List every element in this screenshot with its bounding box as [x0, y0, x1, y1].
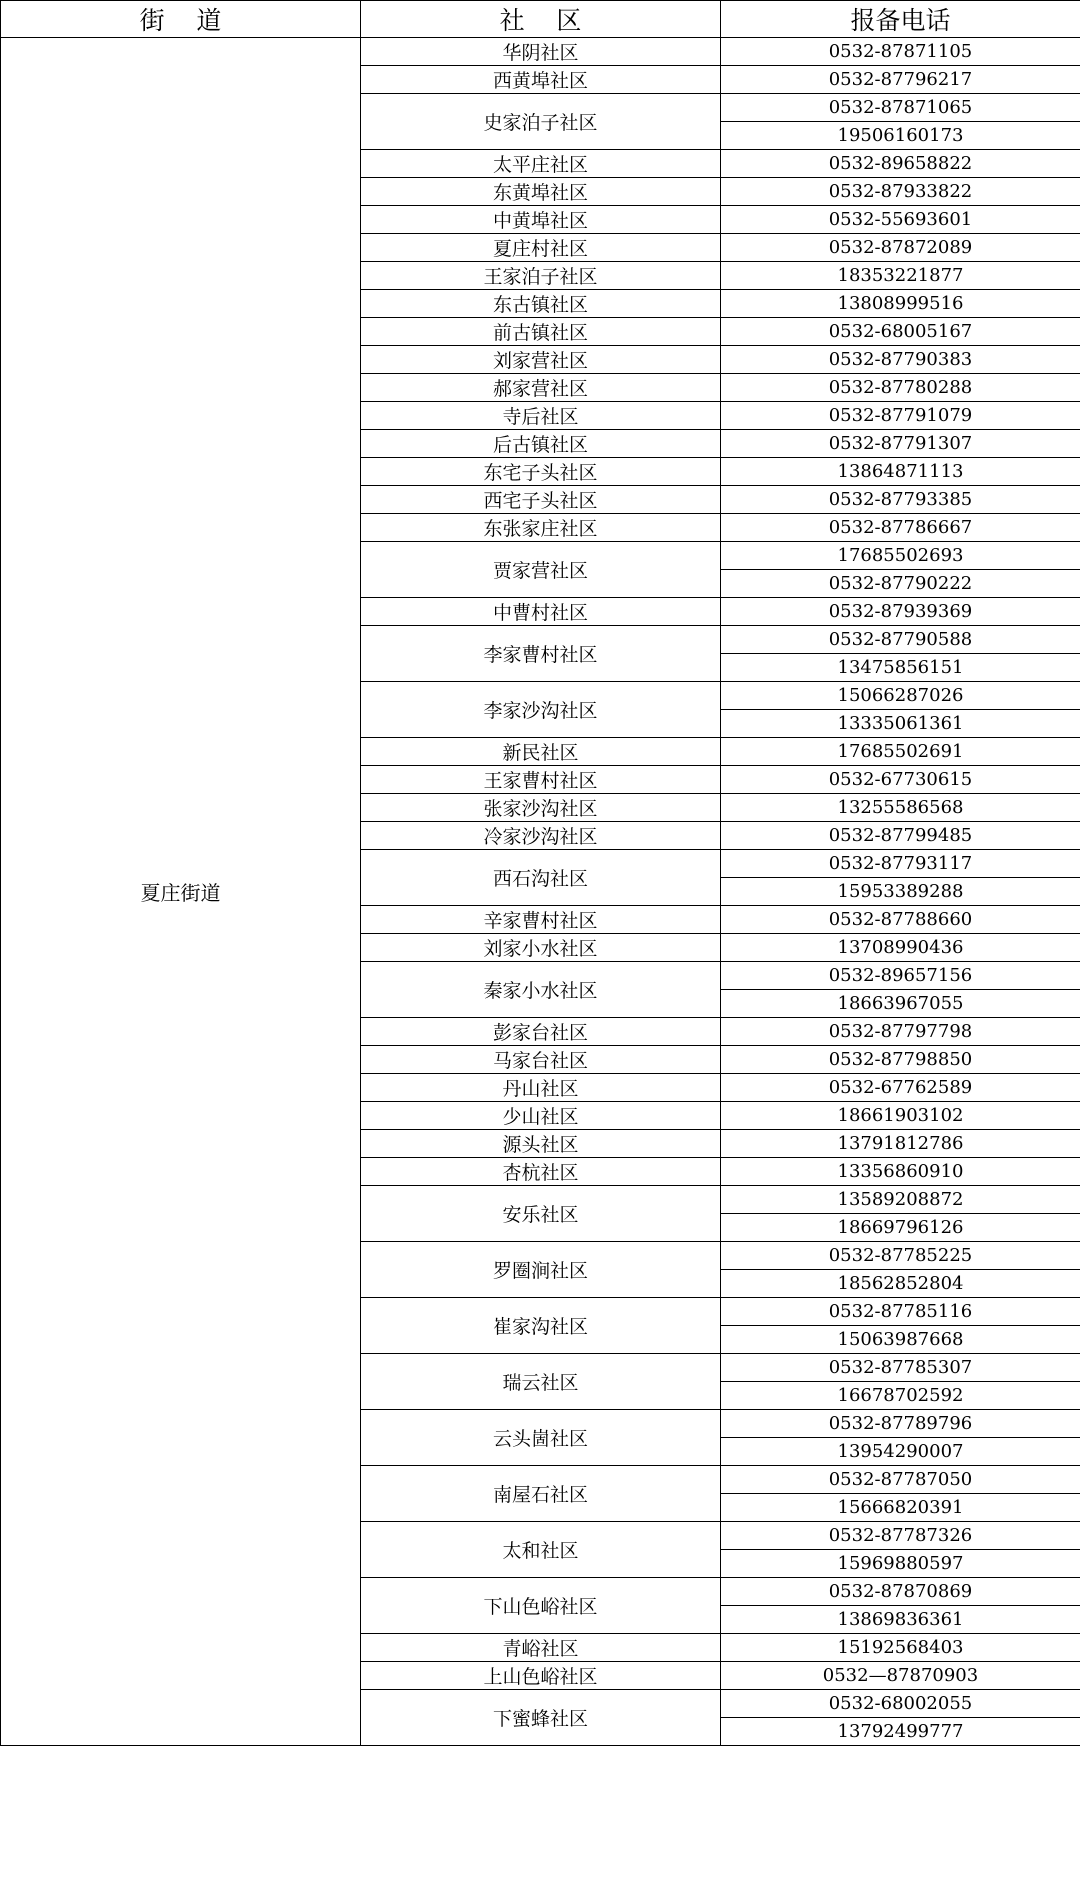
phone-cell: 13335061361: [721, 710, 1080, 738]
phone-cell: 19506160173: [721, 122, 1080, 150]
street-name-cell: 夏庄街道: [1, 38, 361, 1746]
community-name-cell: 李家曹村社区: [361, 626, 721, 682]
phone-cell: 0532-87796217: [721, 66, 1080, 94]
community-name-cell: 马家台社区: [361, 1046, 721, 1074]
phone-cell: 0532-87933822: [721, 178, 1080, 206]
phone-cell: 0532-87787050: [721, 1466, 1080, 1494]
community-name-cell: 中黄埠社区: [361, 206, 721, 234]
community-name-cell: 冷家沙沟社区: [361, 822, 721, 850]
phone-cell: 13864871113: [721, 458, 1080, 486]
phone-cell: 13808999516: [721, 290, 1080, 318]
phone-cell: 15192568403: [721, 1634, 1080, 1662]
phone-cell: 0532-87785116: [721, 1298, 1080, 1326]
phone-cell: 13792499777: [721, 1718, 1080, 1746]
community-name-cell: 东古镇社区: [361, 290, 721, 318]
phone-cell: 0532-87790588: [721, 626, 1080, 654]
phone-cell: 17685502691: [721, 738, 1080, 766]
community-name-cell: 后古镇社区: [361, 430, 721, 458]
table-body: [1, 38, 1080, 1746]
community-name-cell: 刘家小水社区: [361, 934, 721, 962]
phone-cell: 0532-87872089: [721, 234, 1080, 262]
community-name-cell: 刘家营社区: [361, 346, 721, 374]
phone-cell: 13954290007: [721, 1438, 1080, 1466]
community-name-cell: 贾家营社区: [361, 542, 721, 598]
community-name-cell: 郝家营社区: [361, 374, 721, 402]
phone-cell: 0532-55693601: [721, 206, 1080, 234]
community-name-cell: 中曹村社区: [361, 598, 721, 626]
community-name-cell: 上山色峪社区: [361, 1662, 721, 1690]
community-name-cell: 太平庄社区: [361, 150, 721, 178]
community-name-cell: 华阴社区: [361, 38, 721, 66]
phone-cell: 0532-67730615: [721, 766, 1080, 794]
community-name-cell: 下蜜蜂社区: [361, 1690, 721, 1746]
community-name-cell: 东宅子头社区: [361, 458, 721, 486]
phone-cell: 0532-87871065: [721, 94, 1080, 122]
phone-cell: 0532-87786667: [721, 514, 1080, 542]
phone-cell: 0532-87780288: [721, 374, 1080, 402]
community-name-cell: 安乐社区: [361, 1186, 721, 1242]
community-name-cell: 西宅子头社区: [361, 486, 721, 514]
community-name-cell: 云头崮社区: [361, 1410, 721, 1466]
phone-cell: 0532-87788660: [721, 906, 1080, 934]
phone-cell: 18663967055: [721, 990, 1080, 1018]
phone-cell: 18669796126: [721, 1214, 1080, 1242]
community-name-cell: 下山色峪社区: [361, 1578, 721, 1634]
phone-cell: 0532-87785225: [721, 1242, 1080, 1270]
community-name-cell: 彭家台社区: [361, 1018, 721, 1046]
phone-cell: 0532-89658822: [721, 150, 1080, 178]
phone-cell: 0532-87793117: [721, 850, 1080, 878]
phone-cell: 0532-89657156: [721, 962, 1080, 990]
community-name-cell: 丹山社区: [361, 1074, 721, 1102]
community-name-cell: 崔家沟社区: [361, 1298, 721, 1354]
community-name-cell: 瑞云社区: [361, 1354, 721, 1410]
phone-cell: 13255586568: [721, 794, 1080, 822]
phone-cell: 0532—87870903: [721, 1662, 1080, 1690]
phone-cell: 13475856151: [721, 654, 1080, 682]
phone-cell: 0532-87790383: [721, 346, 1080, 374]
header-community: 社 区: [361, 1, 721, 38]
phone-cell: 13791812786: [721, 1130, 1080, 1158]
community-name-cell: 张家沙沟社区: [361, 794, 721, 822]
community-name-cell: 王家曹村社区: [361, 766, 721, 794]
phone-cell: 0532-87789796: [721, 1410, 1080, 1438]
phone-cell: 13869836361: [721, 1606, 1080, 1634]
community-name-cell: 李家沙沟社区: [361, 682, 721, 738]
phone-cell: 0532-87787326: [721, 1522, 1080, 1550]
community-name-cell: 西石沟社区: [361, 850, 721, 906]
community-name-cell: 东黄埠社区: [361, 178, 721, 206]
phone-cell: 0532-87793385: [721, 486, 1080, 514]
community-name-cell: 夏庄村社区: [361, 234, 721, 262]
phone-cell: 0532-68005167: [721, 318, 1080, 346]
community-name-cell: 西黄埠社区: [361, 66, 721, 94]
phone-cell: 0532-87799485: [721, 822, 1080, 850]
phone-cell: 0532-68002055: [721, 1690, 1080, 1718]
phone-cell: 0532-87790222: [721, 570, 1080, 598]
phone-cell: 15666820391: [721, 1494, 1080, 1522]
community-name-cell: 辛家曹村社区: [361, 906, 721, 934]
phone-cell: 13356860910: [721, 1158, 1080, 1186]
community-name-cell: 南屋石社区: [361, 1466, 721, 1522]
phone-cell: 15953389288: [721, 878, 1080, 906]
phone-cell: 0532-87871105: [721, 38, 1080, 66]
community-name-cell: 东张家庄社区: [361, 514, 721, 542]
phone-cell: 13708990436: [721, 934, 1080, 962]
phone-cell: 0532-87939369: [721, 598, 1080, 626]
header-row: [1, 1, 1080, 38]
header-street: 街 道: [1, 1, 361, 38]
phone-cell: 0532-87791307: [721, 430, 1080, 458]
phone-cell: 17685502693: [721, 542, 1080, 570]
phone-cell: 0532-87785307: [721, 1354, 1080, 1382]
phone-cell: 0532-87798850: [721, 1046, 1080, 1074]
community-name-cell: 王家泊子社区: [361, 262, 721, 290]
community-name-cell: 青峪社区: [361, 1634, 721, 1662]
phone-cell: 18353221877: [721, 262, 1080, 290]
community-name-cell: 新民社区: [361, 738, 721, 766]
community-name-cell: 秦家小水社区: [361, 962, 721, 1018]
phone-cell: 15969880597: [721, 1550, 1080, 1578]
community-name-cell: 史家泊子社区: [361, 94, 721, 150]
community-name-cell: 罗圈涧社区: [361, 1242, 721, 1298]
phone-cell: 16678702592: [721, 1382, 1080, 1410]
phone-cell: 0532-87870869: [721, 1578, 1080, 1606]
community-name-cell: 太和社区: [361, 1522, 721, 1578]
phone-cell: 18562852804: [721, 1270, 1080, 1298]
table-row: [1, 38, 1080, 66]
community-name-cell: 前古镇社区: [361, 318, 721, 346]
phone-cell: 0532-67762589: [721, 1074, 1080, 1102]
community-name-cell: 少山社区: [361, 1102, 721, 1130]
phone-cell: 0532-87791079: [721, 402, 1080, 430]
phone-cell: 0532-87797798: [721, 1018, 1080, 1046]
community-name-cell: 杏杭社区: [361, 1158, 721, 1186]
phone-cell: 13589208872: [721, 1186, 1080, 1214]
phone-cell: 18661903102: [721, 1102, 1080, 1130]
community-name-cell: 源头社区: [361, 1130, 721, 1158]
phone-cell: 15066287026: [721, 682, 1080, 710]
community-name-cell: 寺后社区: [361, 402, 721, 430]
phone-cell: 15063987668: [721, 1326, 1080, 1354]
header-phone: 报备电话: [721, 1, 1080, 38]
